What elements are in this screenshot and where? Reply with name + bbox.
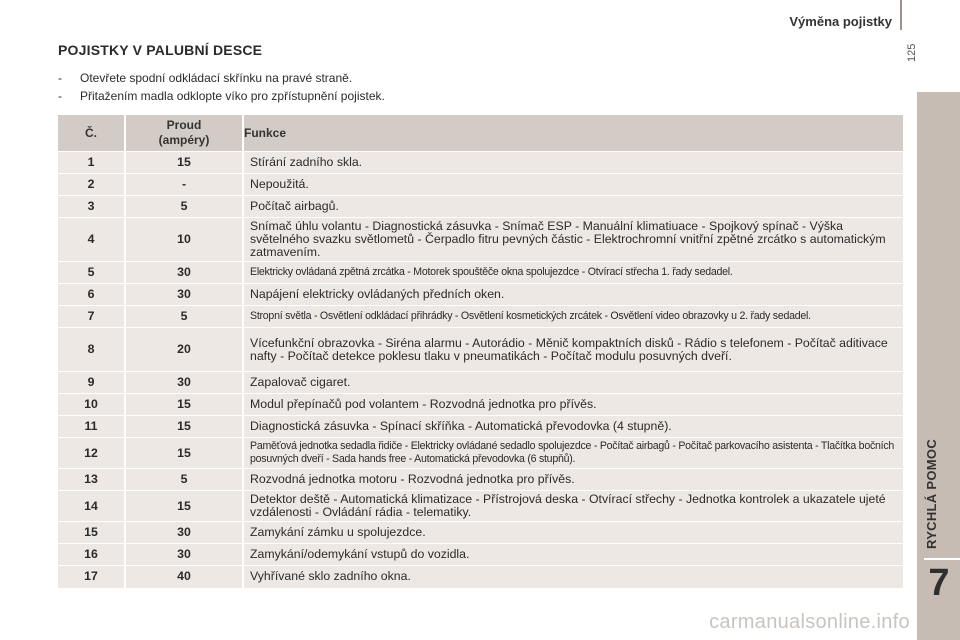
header-current-line1: Proud [166,118,202,132]
cell-fuse-number: 6 [58,284,125,306]
cell-fuse-number: 7 [58,306,125,328]
cell-fuse-number: 14 [58,491,125,522]
instruction-list [58,69,385,105]
page-number: 125 [906,43,918,62]
cell-amperage: 5 [125,196,243,218]
cell-function: Zamykání zámku u spolujezdce. [243,522,903,544]
cell-function: Detektor deště - Automatická klimatizace - Přístrojová deska - Otvírací střechy - Jednotka kontrolek a ukazatele ujeté vzdálenosti - Ovládání rádia - telematiky. [243,491,903,522]
cell-fuse-number: 13 [58,469,125,491]
cell-function: Zamykání/odemykání vstupů do vozidla. [243,544,903,566]
chapter-tab-divider [924,558,960,560]
cell-amperage: 5 [125,306,243,328]
cell-function: Elektricky ovládaná zpětná zrcátka - Motorek spouštěče okna spolujezdce - Otvírací střecha 1. řady sedadel. [243,262,903,284]
cell-fuse-number: 10 [58,394,125,416]
chapter-tab-label: RYCHLÁ POMOC [924,438,939,549]
cell-fuse-number: 8 [58,328,125,372]
table-row [58,328,903,372]
cell-fuse-number: 5 [58,262,125,284]
cell-amperage: 30 [125,522,243,544]
cell-fuse-number: 1 [58,152,125,174]
cell-fuse-number: 4 [58,218,125,262]
header-current [125,115,243,152]
cell-amperage: 30 [125,284,243,306]
cell-amperage: 5 [125,469,243,491]
cell-fuse-number: 9 [58,372,125,394]
cell-fuse-number: 2 [58,174,125,196]
chapter-number: 7 [928,562,950,604]
cell-fuse-number: 16 [58,544,125,566]
chapter-title: Výměna pojistky [789,14,892,29]
cell-amperage: 20 [125,328,243,372]
cell-fuse-number: 12 [58,438,125,469]
header-number: Č. [58,115,125,152]
cell-amperage: 30 [125,262,243,284]
cell-function: Snímač úhlu volantu - Diagnostická zásuvka - Snímač ESP - Manuální klimatiuace - Spojkový spínač - Výška světelného svazku světlometů - Čerpadlo fitru pevných částic - Elektrochromní vnitřní zpětné zrcátko s automatickým zatmavením. [243,218,903,262]
cell-amperage: 30 [125,544,243,566]
table-row [58,372,903,394]
table-row [58,416,903,438]
cell-function: Modul přepínačů pod volantem - Rozvodná jednotka pro přívěs. [243,394,903,416]
cell-amperage: 40 [125,566,243,588]
table-row [58,174,903,196]
cell-amperage: 15 [125,394,243,416]
table-row [58,262,903,284]
table-row [58,491,903,522]
cell-function: Stropní světla - Osvětlení odkládací přihrádky - Osvětlení kosmetických zrcátek - Osvětlení video obrazovky u 2. řady sedadel. [243,306,903,328]
cell-amperage: 15 [125,152,243,174]
table-row [58,522,903,544]
cell-amperage: 15 [125,416,243,438]
instruction-text: Otevřete spodní odkládací skřínku na pravé straně. [80,71,353,85]
table-row [58,544,903,566]
cell-amperage: - [125,174,243,196]
cell-function: Zapalovač cigaret. [243,372,903,394]
instruction-item [58,69,385,87]
table-row [58,196,903,218]
fuse-table [58,115,903,588]
table-row [58,284,903,306]
cell-amperage: 10 [125,218,243,262]
cell-function: Diagnostická zásuvka - Spínací skříňka - Automatická převodovka (4 stupně). [243,416,903,438]
cell-fuse-number: 11 [58,416,125,438]
header-current-line2: (ampéry) [158,133,210,147]
cell-function: Rozvodná jednotka motoru - Rozvodná jednotka pro přívěs. [243,469,903,491]
table-row [58,306,903,328]
cell-function: Nepoužitá. [243,174,903,196]
cell-function: Napájení elektricky ovládaných předních oken. [243,284,903,306]
header-function: Funkce [243,115,903,152]
table-row [58,152,903,174]
instruction-text: Přitažením madla odklopte víko pro zpřístupnění pojistek. [80,89,385,103]
cell-fuse-number: 3 [58,196,125,218]
table-row [58,469,903,491]
cell-fuse-number: 17 [58,566,125,588]
table-row [58,394,903,416]
cell-function: Vyhřívané sklo zadního okna. [243,566,903,588]
cell-function: Stírání zadního skla. [243,152,903,174]
table-row [58,566,903,588]
header-divider [900,0,902,30]
cell-amperage: 15 [125,491,243,522]
cell-function: Vícefunkční obrazovka - Siréna alarmu - Autorádio - Měnič kompaktních disků - Rádio s telefonem - Počítač aditivace nafty - Počítač detekce poklesu tlaku v pneumatikách - Počítač modulu posuvných dveří. [243,328,903,372]
instruction-item [58,87,385,105]
cell-amperage: 30 [125,372,243,394]
cell-function: Počítač airbagů. [243,196,903,218]
table-row [58,218,903,262]
instruction-bullet: - [58,71,62,85]
section-title: POJISTKY V PALUBNÍ DESCE [58,42,263,58]
watermark: carmanualsonline.info [709,611,910,633]
table-header-row [58,115,903,152]
instruction-bullet: - [58,89,62,103]
cell-fuse-number: 15 [58,522,125,544]
cell-amperage: 15 [125,438,243,469]
cell-function: Paměťová jednotka sedadla řidiče - Elektricky ovládané sedadlo spolujezdce - Počítač airbagů - Počítač parkovacího asistenta - Tlačítka bočních posuvných dveří - Sada hands free - Automatická převodovka (6 stupňů). [243,438,903,469]
table-row [58,438,903,469]
